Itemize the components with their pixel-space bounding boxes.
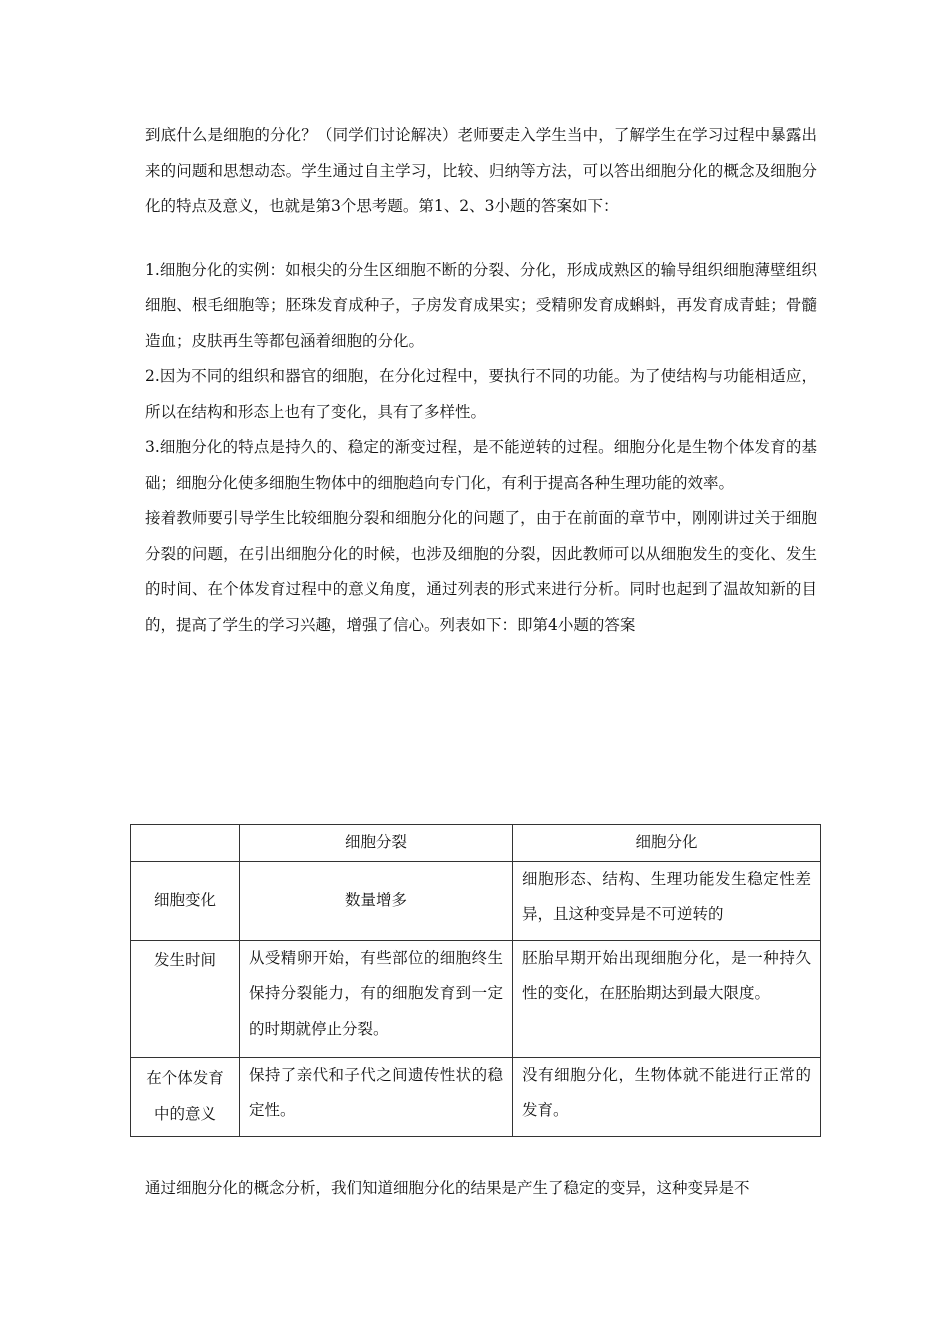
division-cell: 数量增多 — [240, 861, 513, 940]
table-row — [131, 940, 821, 1057]
intro-paragraph: 到底什么是细胞的分化？（同学们讨论解决）老师要走入学生当中，了解学生在学习过程中暴露出来的问题和思想动态。学生通过自主学习，比较、归纳等方法，可以答出细胞分化的概念及细胞分化的特点及意义，也就是第3个思考题。第1、2、3小题的答案如下： — [145, 126, 817, 215]
differentiation-cell: 没有细胞分化，生物体就不能进行正常的发育。 — [513, 1057, 821, 1136]
comparison-table — [130, 824, 821, 1137]
paragraph-spacer — [145, 225, 817, 253]
header-cell-differentiation: 细胞分化 — [513, 825, 821, 862]
answer-3-paragraph: 3.细胞分化的特点是持久的、稳定的渐变过程，是不能逆转的过程。细胞分化是生物个体发育的基础；细胞分化使多细胞生物体中的细胞趋向专门化，有利于提高各种生理功能的效率。 — [145, 438, 817, 492]
division-cell: 从受精卵开始，有些部位的细胞终生保持分裂能力，有的细胞发育到一定的时期就停止分裂。 — [240, 940, 513, 1057]
header-cell-division: 细胞分裂 — [240, 825, 513, 862]
differentiation-cell: 胚胎早期开始出现细胞分化，是一种持久性的变化，在胚胎期达到最大限度。 — [513, 940, 821, 1057]
row-label: 发生时间 — [131, 940, 240, 1057]
table-row — [131, 861, 821, 940]
row-label: 在个体发育中的意义 — [131, 1057, 240, 1136]
closing-paragraph: 通过细胞分化的概念分析，我们知道细胞分化的结果是产生了稳定的变异，这种变异是不 — [145, 1179, 750, 1197]
differentiation-cell: 细胞形态、结构、生理功能发生稳定性差异，且这种变异是不可逆转的 — [513, 861, 821, 940]
table-row — [131, 1057, 821, 1136]
answer-1-paragraph: 1.细胞分化的实例：如根尖的分生区细胞不断的分裂、分化，形成成熟区的输导组织细胞薄壁组织细胞、根毛细胞等；胚珠发育成种子，子房发育成果实；受精卵发育成蝌蚪，再发育成青蛙；骨髓造血；皮肤再生等都包涵着细胞的分化。 — [145, 260, 817, 350]
transition-paragraph: 接着教师要引导学生比较细胞分裂和细胞分化的问题了，由于在前面的章节中，刚刚讲过关于细胞分裂的问题，在引出细胞分化的时候，也涉及细胞的分裂，因此教师可以从细胞发生的变化、发生的时间、在个体发育过程中的意义角度，通过列表的形式来进行分析。同时也起到了温故知新的目的，提高了学生的学习兴趣，增强了信心。列表如下：即第4小题的答案 — [145, 509, 817, 634]
row-label: 细胞变化 — [131, 861, 240, 940]
document-body — [145, 118, 817, 643]
division-cell: 保持了亲代和子代之间遗传性状的稳定性。 — [240, 1057, 513, 1136]
answer-2-paragraph: 2.因为不同的组织和器官的细胞，在分化过程中，要执行不同的功能。为了使结构与功能相适应，所以在结构和形态上也有了变化，具有了多样性。 — [145, 367, 817, 421]
table-header-row — [131, 825, 821, 862]
header-cell-empty — [131, 825, 240, 862]
